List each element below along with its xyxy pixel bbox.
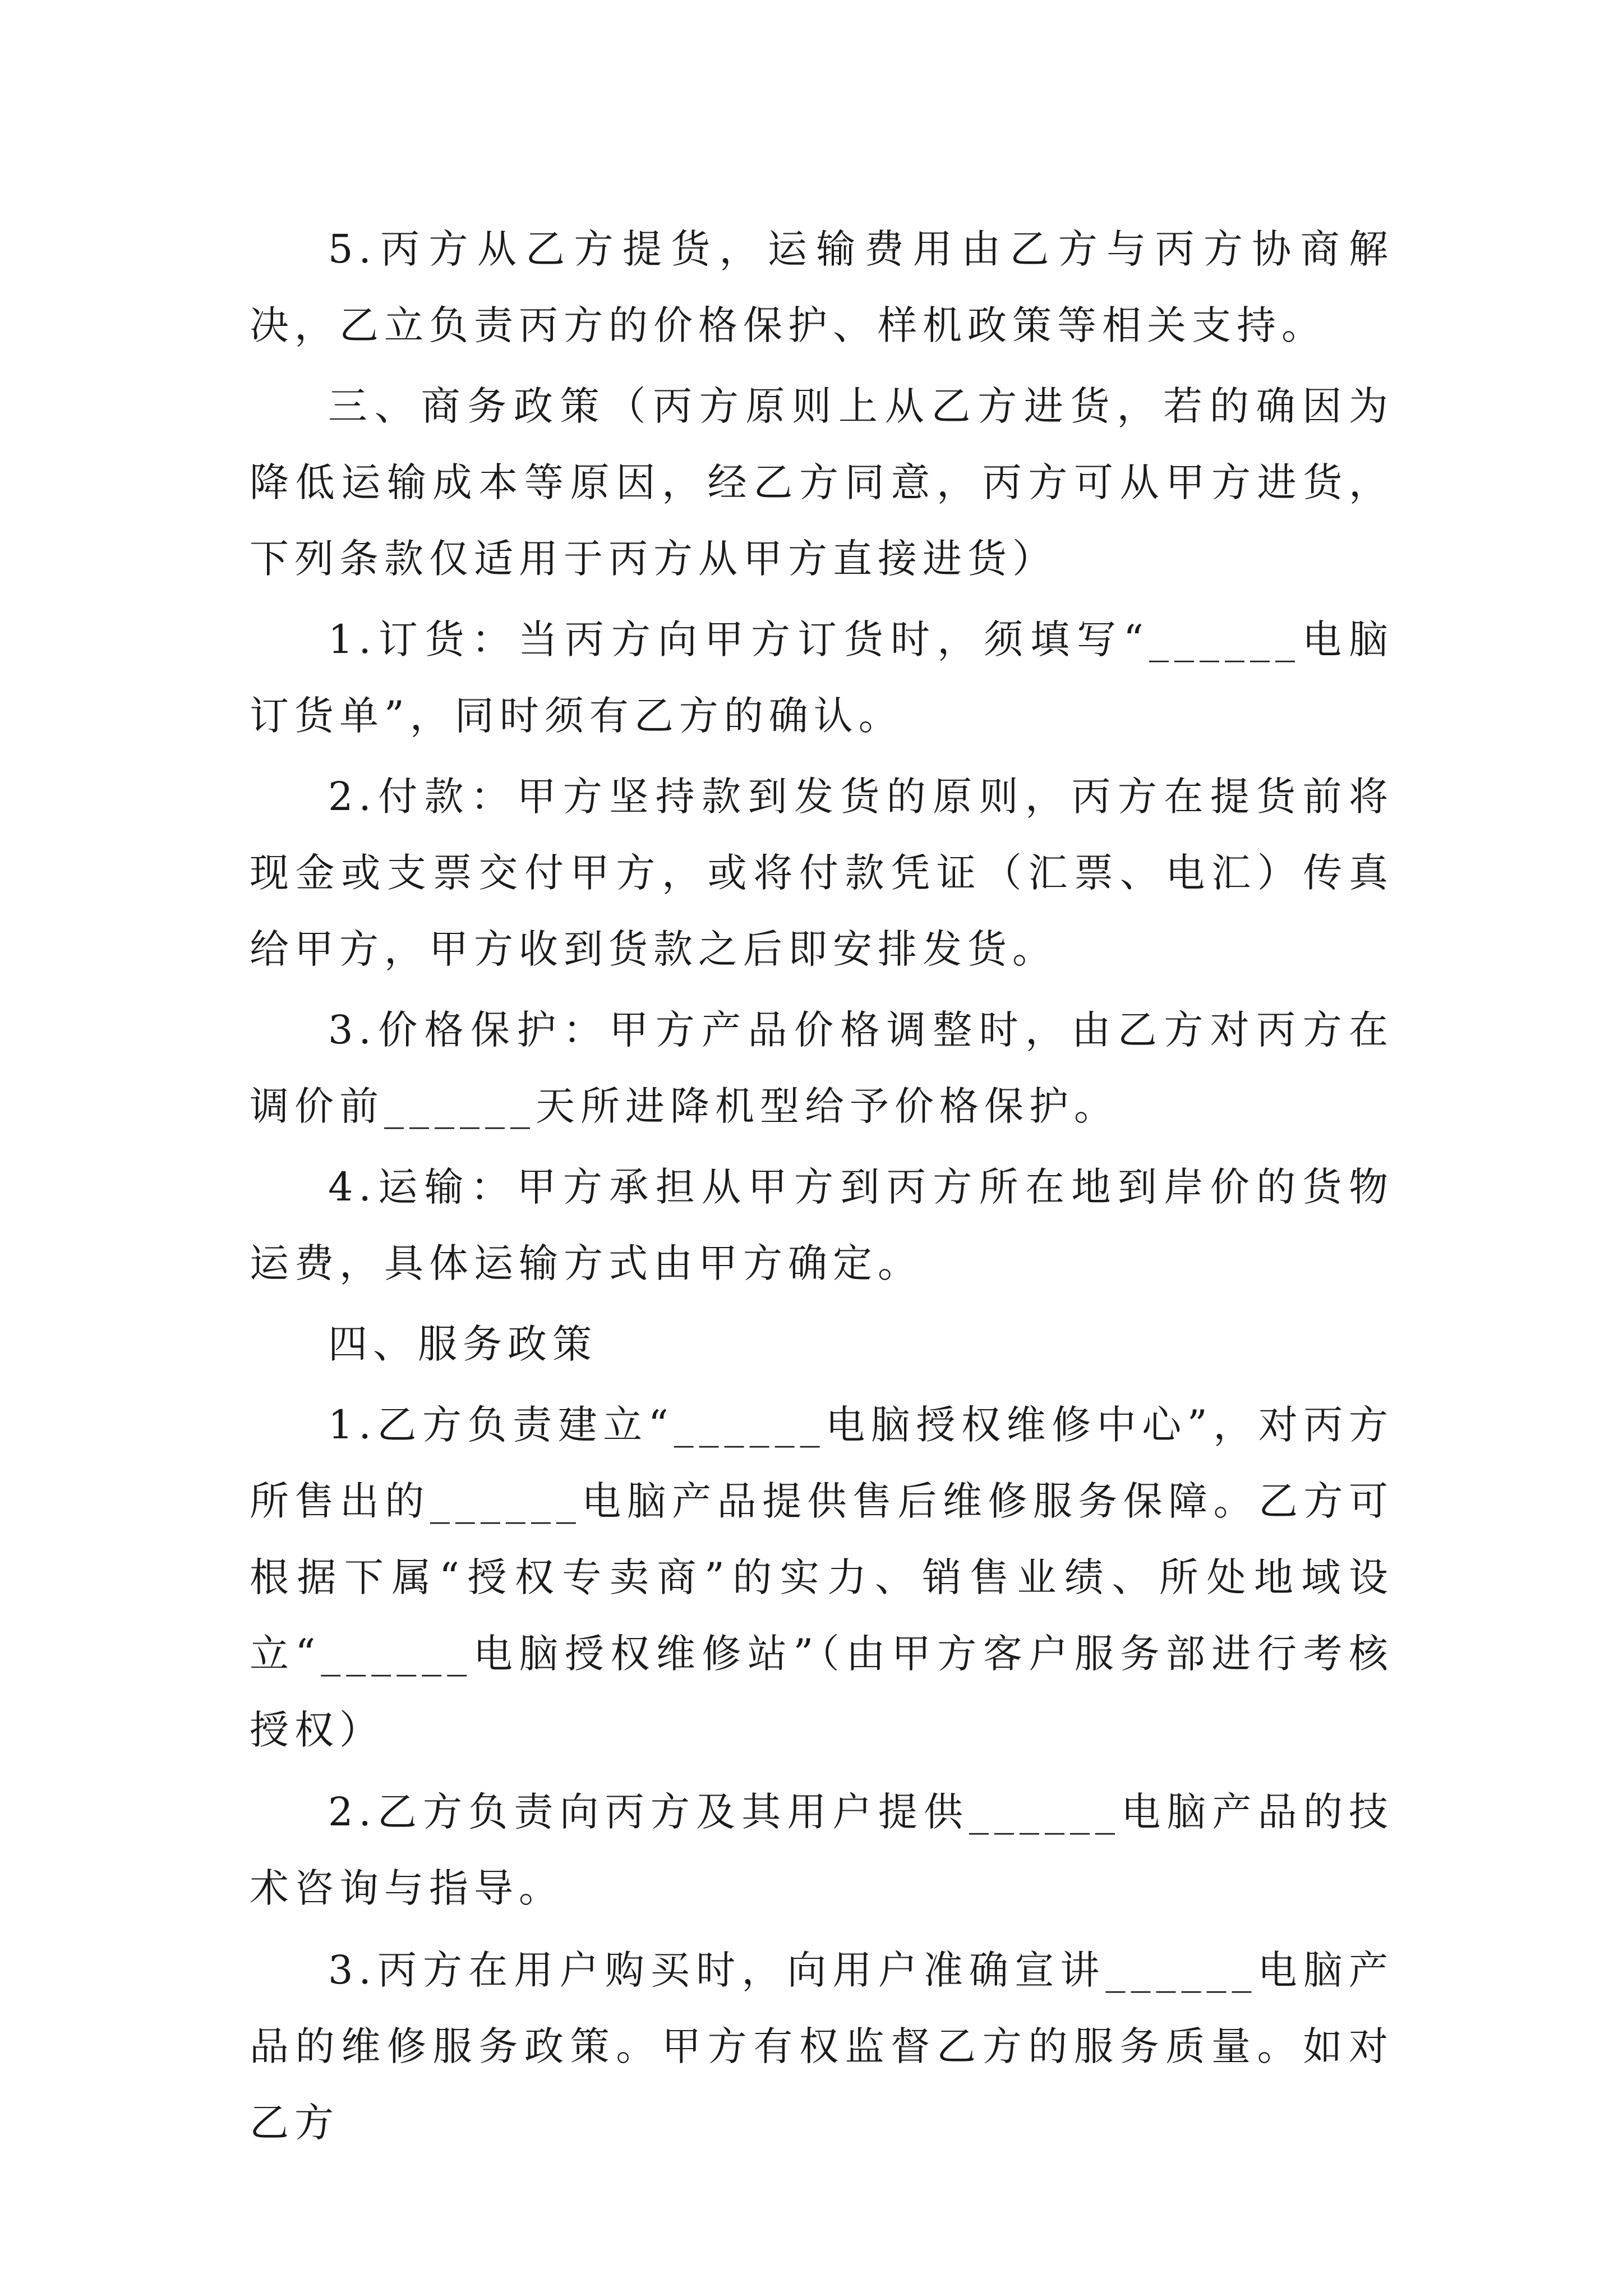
section-heading-commercial-policy: 三、商务政策（丙方原则上从乙方进货，若的确因为降低运输成本等原因，经乙方同意，丙方可从甲方进货，下列条款仅适用于丙方从甲方直接进货） [250,383,1394,582]
paragraph-transport-fees: 5.丙方从乙方提货，运输费用由乙方与丙方协商解决，乙立负责丙方的价格保护、样机政策等相关支持。 [250,226,1394,348]
paragraph-price-protection: 3.价格保护：甲方产品价格调整时，由乙方对丙方在调价前______天所进降机型给予价格保护。 [250,1007,1394,1129]
paragraph-service-explanation: 3.丙方在用户购买时，向用户准确宣讲______电脑产品的维修服务政策。甲方有权监督乙方的服务质量。如对乙方 [250,1947,1394,2146]
paragraph-technical-support: 2.乙方负责向丙方及其用户提供______电脑产品的技术咨询与指导。 [250,1789,1394,1911]
paragraph-shipping: 4.运输：甲方承担从甲方到丙方所在地到岸价的货物运费，具体运输方式由甲方确定。 [250,1164,1394,1286]
paragraph-repair-center: 1.乙方负责建立“______电脑授权维修中心”，对丙方所售出的______电脑产品提供售后维修服务保障。乙方可根据下属“授权专卖商”的实力、销售业绩、所处地域设立“______电脑授权维修站”（由甲方客户服务部进行考核授权） [250,1402,1394,1753]
document-body [250,211,1394,2161]
paragraph-ordering: 1.订货：当丙方向甲方订货时，须填写“______电脑订货单”，同时须有乙方的确认。 [250,616,1394,739]
paragraph-payment: 2.付款：甲方坚持款到发货的原则，丙方在提货前将现金或支票交付甲方，或将付款凭证（汇票、电汇）传真给甲方，甲方收到货款之后即安排发货。 [250,774,1394,972]
section-heading-service-policy: 四、服务政策 [328,1321,597,1367]
